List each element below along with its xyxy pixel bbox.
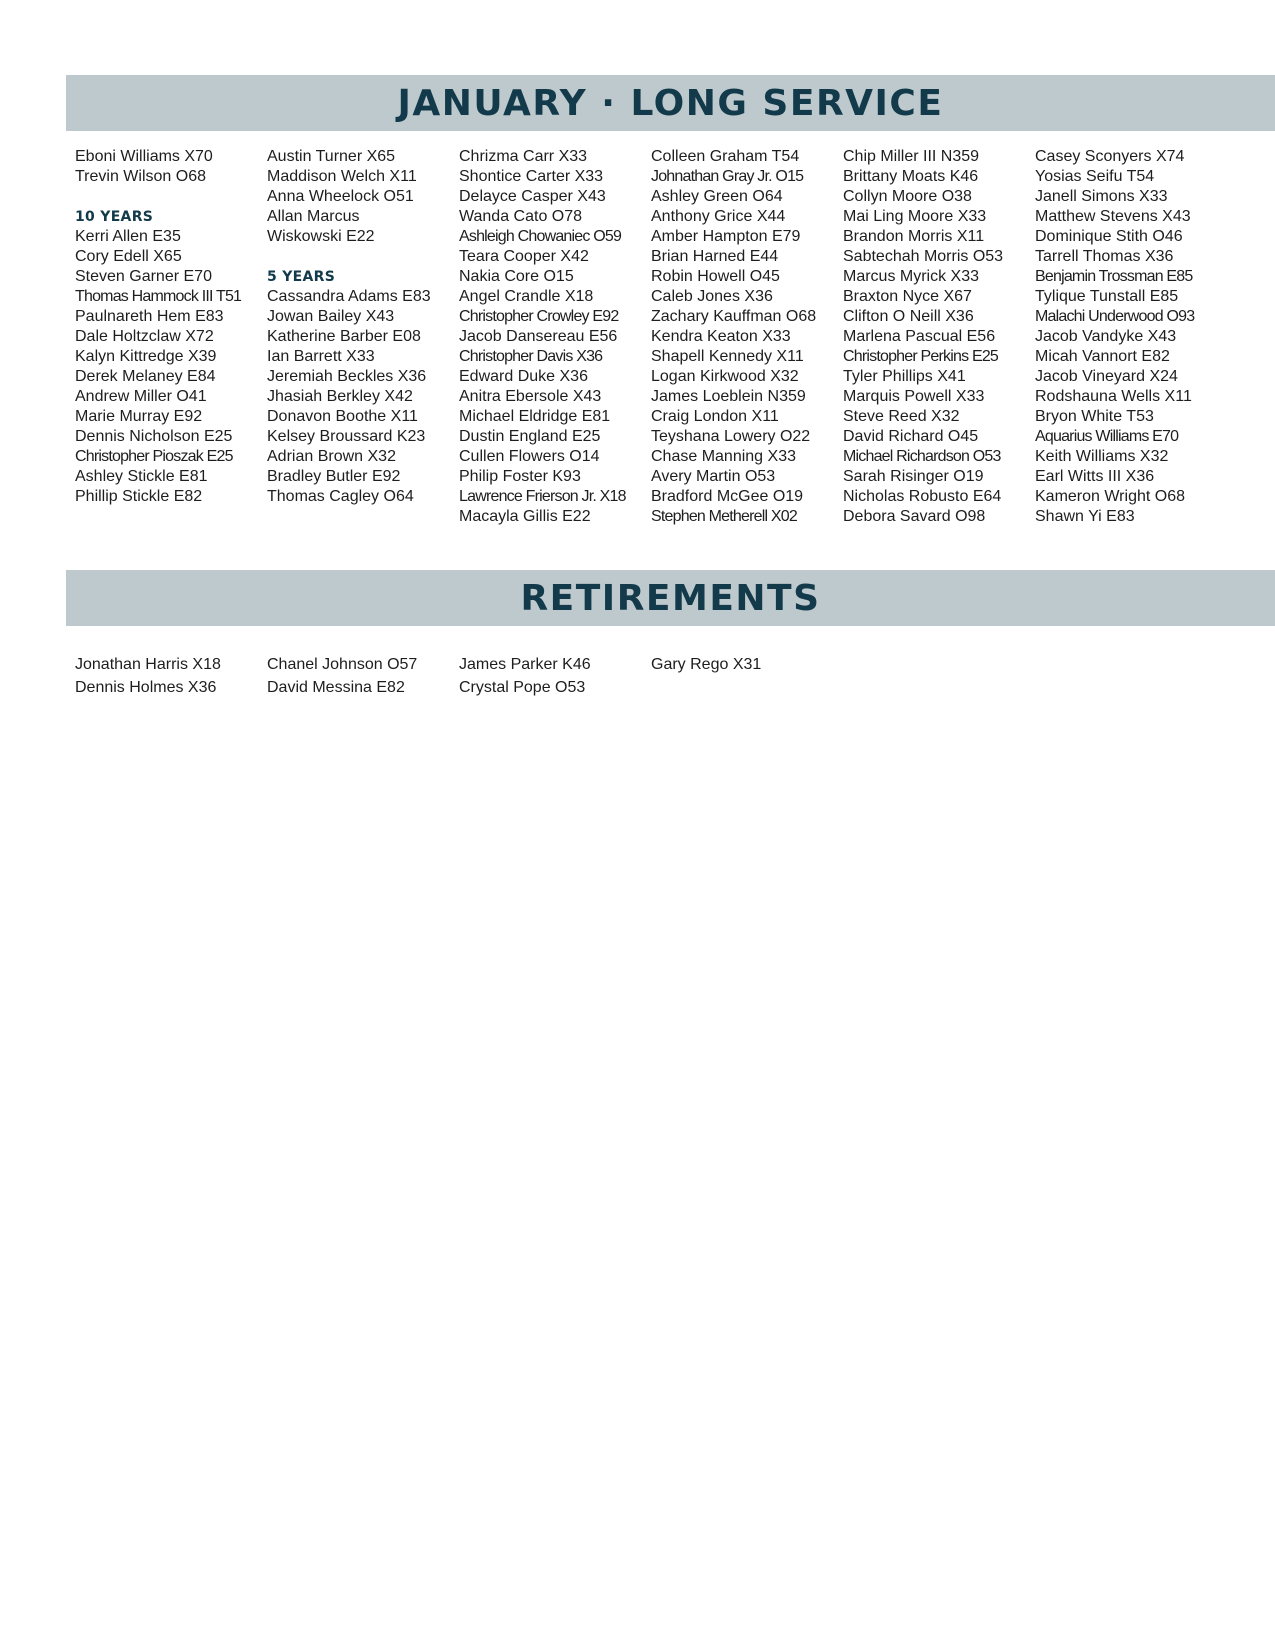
- list-item: Christopher Davis X36: [459, 348, 603, 365]
- list-item: Eboni Williams X70: [75, 148, 213, 165]
- long-service-column-3: [459, 147, 651, 527]
- long-service-banner: [66, 75, 1275, 131]
- list-item: Kerri Allen E35: [75, 228, 181, 245]
- list-item: Bradford McGee O19: [651, 488, 804, 505]
- list-item: Craig London X11: [651, 408, 779, 425]
- list-item: David Messina E82: [267, 679, 405, 696]
- list-item: Shapell Kennedy X11: [651, 348, 804, 365]
- list-item: James Parker K46: [459, 656, 591, 673]
- list-item: Micah Vannort E82: [1035, 348, 1170, 365]
- list-item: Bryon White T53: [1035, 408, 1154, 425]
- retirements-column-4: [651, 653, 843, 699]
- list-item: Jonathan Harris X18: [75, 656, 221, 673]
- list-item: Jhasiah Berkley X42: [267, 388, 413, 405]
- list-item: Marquis Powell X33: [843, 388, 985, 405]
- long-service-column-6: [1035, 147, 1227, 527]
- list-item: Amber Hampton E79: [651, 228, 801, 245]
- list-item: Jeremiah Beckles X36: [267, 368, 427, 385]
- list-item: Johnathan Gray Jr. O15: [651, 168, 804, 185]
- long-service-column-2: [267, 147, 459, 527]
- list-item: Shawn Yi E83: [1035, 508, 1135, 525]
- list-item: Kelsey Broussard K23: [267, 428, 426, 445]
- list-item: Earl Witts III X36: [1035, 468, 1155, 485]
- list-item: Dennis Holmes X36: [75, 679, 217, 696]
- list-item: Tarrell Thomas X36: [1035, 248, 1174, 265]
- list-item: James Loeblein N359: [651, 388, 806, 405]
- list-item: Chip Miller III N359: [843, 148, 980, 165]
- list-item: Kalyn Kittredge X39: [75, 348, 217, 365]
- list-item: Marcus Myrick X33: [843, 268, 980, 285]
- list-item: Collyn Moore O38: [843, 188, 972, 205]
- list-item: Brandon Morris X11: [843, 228, 985, 245]
- list-item: Brian Harned E44: [651, 248, 779, 265]
- list-item: Shontice Carter X33: [459, 168, 604, 185]
- list-item: Caleb Jones X36: [651, 288, 773, 305]
- long-service-columns: [75, 147, 1227, 527]
- list-item: Cory Edell X65: [75, 248, 182, 265]
- retirements-column-1: [75, 653, 267, 699]
- long-service-title: JANUARY · LONG SERVICE: [397, 82, 944, 124]
- list-item: Wiskowski E22: [267, 228, 375, 245]
- list-item: Thomas Cagley O64: [267, 488, 414, 505]
- list-item: Jacob Vandyke X43: [1035, 328, 1177, 345]
- list-item: Zachary Kauffman O68: [651, 308, 817, 325]
- list-item: Dennis Nicholson E25: [75, 428, 233, 445]
- list-item: Anthony Grice X44: [651, 208, 786, 225]
- list-item: Casey Sconyers X74: [1035, 148, 1185, 165]
- retirements-column-2: [267, 653, 459, 699]
- retirements-title: RETIREMENTS: [520, 577, 821, 619]
- list-item: Brittany Moats K46: [843, 168, 979, 185]
- list-item: Jowan Bailey X43: [267, 308, 395, 325]
- list-item: Anitra Ebersole X43: [459, 388, 602, 405]
- list-item: Cassandra Adams E83: [267, 288, 431, 305]
- list-item: Robin Howell O45: [651, 268, 780, 285]
- long-service-column-4: [651, 147, 843, 527]
- list-item: Donavon Boothe X11: [267, 408, 418, 425]
- list-item: Nicholas Robusto E64: [843, 488, 1002, 505]
- list-item: Crystal Pope O53: [459, 679, 586, 696]
- list-item: Dustin England E25: [459, 428, 601, 445]
- list-item: Edward Duke X36: [459, 368, 588, 385]
- list-item: Austin Turner X65: [267, 148, 396, 165]
- list-item: Christopher Crowley E92: [459, 308, 619, 325]
- list-item: Thomas Hammock III T51: [75, 288, 242, 305]
- list-item: Cullen Flowers O14: [459, 448, 600, 465]
- list-item: David Richard O45: [843, 428, 979, 445]
- list-item: Rodshauna Wells X11: [1035, 388, 1192, 405]
- list-item: Janell Simons X33: [1035, 188, 1168, 205]
- retirements-columns: [75, 653, 843, 699]
- retirements-banner: [66, 570, 1275, 626]
- list-item: Teyshana Lowery O22: [651, 428, 811, 445]
- list-item: Anna Wheelock O51: [267, 188, 414, 205]
- list-item: Wanda Cato O78: [459, 208, 583, 225]
- retirements-column-3: [459, 653, 651, 699]
- list-item: Ashley Stickle E81: [75, 468, 208, 485]
- list-spacer: [75, 187, 267, 207]
- list-item: Stephen Metherell X02: [651, 508, 797, 525]
- section-heading: 10 YEARS: [75, 209, 154, 225]
- long-service-column-5: [843, 147, 1035, 527]
- list-item: Ian Barrett X33: [267, 348, 375, 365]
- list-item: Dale Holtzclaw X72: [75, 328, 214, 345]
- list-item: Maddison Welch X11: [267, 168, 417, 185]
- list-item: Nakia Core O15: [459, 268, 574, 285]
- list-item: Kendra Keaton X33: [651, 328, 791, 345]
- list-item: Ashleigh Chowaniec O59: [459, 228, 622, 245]
- long-service-column-1: [75, 147, 267, 527]
- list-item: Andrew Miller O41: [75, 388, 207, 405]
- list-item: Clifton O Neill X36: [843, 308, 974, 325]
- list-item: Keith Williams X32: [1035, 448, 1169, 465]
- list-item: Sabtechah Morris O53: [843, 248, 1004, 265]
- list-item: Steven Garner E70: [75, 268, 212, 285]
- list-item: Colleen Graham T54: [651, 148, 800, 165]
- list-item: Jacob Vineyard X24: [1035, 368, 1178, 385]
- list-item: Teara Cooper X42: [459, 248, 589, 265]
- list-item: Marlena Pascual E56: [843, 328, 996, 345]
- list-item: Paulnareth Hem E83: [75, 308, 224, 325]
- list-item: Lawrence Frierson Jr. X18: [459, 488, 626, 505]
- list-item: Mai Ling Moore X33: [843, 208, 987, 225]
- list-item: Angel Crandle X18: [459, 288, 594, 305]
- list-item: Ashley Green O64: [651, 188, 783, 205]
- list-item: Jacob Dansereau E56: [459, 328, 618, 345]
- list-item: Matthew Stevens X43: [1035, 208, 1191, 225]
- list-item: Avery Martin O53: [651, 468, 776, 485]
- list-item: Michael Eldridge E81: [459, 408, 611, 425]
- list-item: Braxton Nyce X67: [843, 288, 972, 305]
- list-item: Philip Foster K93: [459, 468, 581, 485]
- list-item: Derek Melaney E84: [75, 368, 216, 385]
- list-item: Marie Murray E92: [75, 408, 203, 425]
- list-item: Christopher Pioszak E25: [75, 448, 233, 465]
- list-item: Phillip Stickle E82: [75, 488, 203, 505]
- list-item: Tyler Phillips X41: [843, 368, 966, 385]
- list-item: Gary Rego X31: [651, 656, 762, 673]
- list-item: Bradley Butler E92: [267, 468, 401, 485]
- list-item: Adrian Brown X32: [267, 448, 396, 465]
- list-item: Aquarius Williams E70: [1035, 428, 1179, 445]
- list-item: Logan Kirkwood X32: [651, 368, 799, 385]
- list-item: Chrizma Carr X33: [459, 148, 588, 165]
- list-spacer: [267, 247, 459, 267]
- list-item: Tylique Tunstall E85: [1035, 288, 1179, 305]
- list-item: Chanel Johnson O57: [267, 656, 418, 673]
- list-item: Macayla Gillis E22: [459, 508, 591, 525]
- list-item: Chase Manning X33: [651, 448, 796, 465]
- list-item: Trevin Wilson O68: [75, 168, 206, 185]
- section-heading: 5 YEARS: [267, 269, 336, 285]
- list-item: Kameron Wright O68: [1035, 488, 1185, 505]
- list-item: Delayce Casper X43: [459, 188, 606, 205]
- list-item: Allan Marcus: [267, 208, 360, 225]
- list-item: Benjamin Trossman E85: [1035, 268, 1193, 285]
- list-item: Katherine Barber E08: [267, 328, 421, 345]
- list-item: Steve Reed X32: [843, 408, 960, 425]
- list-item: Sarah Risinger O19: [843, 468, 984, 485]
- list-item: Debora Savard O98: [843, 508, 986, 525]
- list-item: Yosias Seifu T54: [1035, 168, 1155, 185]
- list-item: Michael Richardson O53: [843, 448, 1001, 465]
- list-item: Malachi Underwood O93: [1035, 308, 1195, 325]
- list-item: Dominique Stith O46: [1035, 228, 1183, 245]
- list-item: Christopher Perkins E25: [843, 348, 999, 365]
